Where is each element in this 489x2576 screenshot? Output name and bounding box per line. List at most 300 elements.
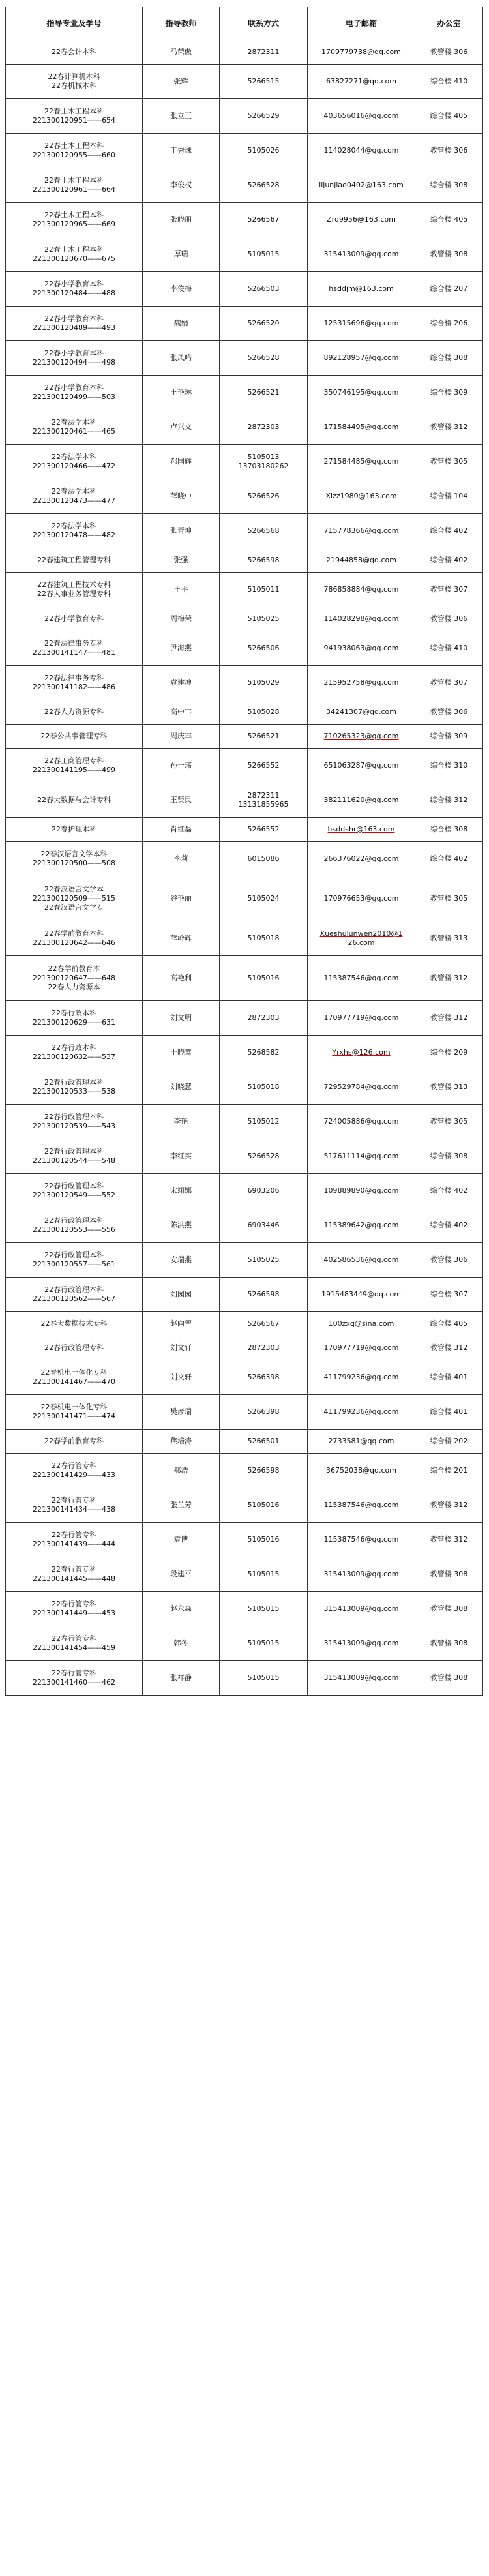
cell-teacher: 张凤鸣: [143, 341, 220, 376]
cell-email-line: 114028044@qq.com: [323, 146, 399, 155]
cell-phone: [220, 168, 308, 203]
cell-email: [308, 410, 415, 445]
cell-teacher: 安瑞燕: [143, 1243, 220, 1278]
header-teacher: 指导教师: [143, 7, 220, 40]
table-row: [6, 1454, 483, 1488]
cell-major: [6, 1661, 143, 1696]
table-row: [6, 307, 483, 341]
cell-phone-line: 5105025: [247, 1255, 280, 1264]
table-row: [6, 514, 483, 548]
cell-email: [308, 237, 415, 272]
table-row: [6, 479, 483, 514]
cell-phone-line: 5105026: [247, 146, 280, 155]
cell-major-line: 221300141182——486: [33, 683, 115, 691]
cell-phone: [220, 1174, 308, 1208]
cell-email-line: hsddshr@163.com: [327, 825, 395, 833]
cell-teacher: 卢兴文: [143, 410, 220, 445]
cell-email-line: 350746195@qq.com: [323, 388, 399, 397]
cell-major-line: 221300120539——543: [33, 1122, 115, 1130]
cell-major-line: 22春计算机本科: [48, 72, 100, 81]
table-row: [6, 272, 483, 307]
cell-email-line: 315413009@qq.com: [323, 1570, 399, 1578]
cell-email: [308, 479, 415, 514]
cell-email-line: 21944858@qq.com: [326, 556, 396, 564]
cell-office: 综合楼 401: [415, 1360, 483, 1395]
cell-phone-line: 5105015: [247, 1639, 280, 1647]
cell-phone: [220, 1488, 308, 1523]
cell-major: [6, 1174, 143, 1208]
table-row: [6, 1592, 483, 1626]
cell-email: [308, 725, 415, 749]
cell-major-line: 22春行政本科: [52, 1009, 96, 1017]
cell-office: 综合楼 401: [415, 1395, 483, 1430]
cell-email: [308, 99, 415, 134]
cell-phone-line: 5266598: [247, 1290, 280, 1298]
table-row: [6, 1208, 483, 1243]
cell-phone: [220, 307, 308, 341]
table-row: [6, 1105, 483, 1139]
cell-major: [6, 921, 143, 956]
header-phone: 联系方式: [220, 7, 308, 40]
cell-major-line: 221300141460——462: [33, 1678, 115, 1686]
cell-major-line: 221300120642——646: [33, 938, 115, 947]
cell-email-line: 315413009@qq.com: [323, 1604, 399, 1613]
cell-major: [6, 168, 143, 203]
table-row: [6, 842, 483, 876]
cell-email-line: Xueshulunwen2010@1: [319, 929, 403, 938]
table-row: [6, 1626, 483, 1661]
cell-teacher: 张强: [143, 548, 220, 573]
table-row: [6, 341, 483, 376]
cell-phone-line: 5268582: [247, 1048, 280, 1056]
table-row: [6, 1557, 483, 1592]
cell-email: [308, 307, 415, 341]
cell-phone-line: 5105015: [247, 1570, 280, 1578]
cell-email: [308, 956, 415, 1001]
cell-phone: [220, 445, 308, 479]
table-row: [6, 1001, 483, 1036]
cell-major: [6, 1001, 143, 1036]
cell-phone: [220, 1139, 308, 1174]
cell-major-line: 22春土木工程本科: [44, 211, 104, 219]
cell-office: 综合楼 410: [415, 65, 483, 99]
cell-phone-line: 13131855965: [238, 800, 289, 809]
cell-teacher: 于晓莺: [143, 1036, 220, 1070]
cell-major-line: 22春人力资源专科: [44, 708, 104, 716]
cell-major: [6, 1557, 143, 1592]
cell-email-line: 170976653@qq.com: [323, 894, 399, 903]
cell-teacher: 肖红磊: [143, 818, 220, 842]
table-row: [6, 749, 483, 783]
cell-major-line: 221300120500——508: [33, 859, 115, 867]
cell-major-line: 22春机电一体化专科: [40, 1403, 108, 1411]
cell-email: [308, 842, 415, 876]
table-row: [6, 65, 483, 99]
cell-major-line: 221300120478——482: [33, 531, 115, 539]
cell-office: 综合楼 307: [415, 1278, 483, 1312]
cell-major-line: 221300141439——444: [33, 1540, 115, 1548]
cell-office: 综合楼 206: [415, 307, 483, 341]
cell-teacher: 赵向留: [143, 1312, 220, 1336]
cell-major-line: 22春工商管理专科: [44, 756, 104, 765]
cell-major: [6, 237, 143, 272]
cell-major-line: 221300120955——660: [33, 151, 115, 159]
cell-office: 教管楼 312: [415, 1488, 483, 1523]
table-row: [6, 237, 483, 272]
cell-major: [6, 1395, 143, 1430]
cell-email-line: 1709779738@qq.com: [321, 48, 401, 56]
cell-phone: [220, 1395, 308, 1430]
cell-teacher: 张祥静: [143, 1661, 220, 1696]
cell-phone: [220, 700, 308, 725]
cell-major-line: 22春小学教育本科: [44, 349, 104, 357]
cell-office: 教管楼 308: [415, 1557, 483, 1592]
cell-email-line: 710265323@qq.com: [323, 732, 399, 740]
cell-major-line: 22春法学本科: [52, 487, 96, 496]
cell-email: [308, 1036, 415, 1070]
cell-phone: [220, 956, 308, 1001]
cell-phone-line: 2872311: [247, 48, 280, 56]
cell-teacher: 厚瑞: [143, 237, 220, 272]
table-row: [6, 725, 483, 749]
cell-major-line: 22春机电一体化专科: [40, 1368, 108, 1377]
cell-phone-line: 5105015: [247, 250, 280, 258]
cell-teacher: 高中丰: [143, 700, 220, 725]
cell-major-line: 22春土木工程本科: [44, 142, 104, 150]
cell-email: [308, 1070, 415, 1105]
cell-major-line: 22春行政管理本科: [44, 1182, 104, 1190]
table-row: [6, 1312, 483, 1336]
cell-teacher: 李艳: [143, 1105, 220, 1139]
cell-phone: [220, 40, 308, 65]
cell-email: [308, 1174, 415, 1208]
cell-email-line: 729529784@qq.com: [323, 1083, 399, 1091]
cell-email: [308, 1592, 415, 1626]
cell-email: [308, 1139, 415, 1174]
cell-office: 教管楼 308: [415, 237, 483, 272]
cell-phone: [220, 341, 308, 376]
cell-phone: [220, 783, 308, 818]
cell-email: [308, 40, 415, 65]
cell-major-line: 221300120489——493: [33, 323, 115, 332]
cell-phone: [220, 99, 308, 134]
table-row: [6, 1430, 483, 1454]
table-row: [6, 1336, 483, 1360]
cell-phone-line: 5266521: [247, 388, 280, 397]
cell-email-line: 411799236@qq.com: [323, 1373, 399, 1381]
cell-email: [308, 514, 415, 548]
cell-teacher: 李俊梅: [143, 272, 220, 307]
cell-email-line: 115387546@qq.com: [323, 974, 399, 982]
cell-phone-line: 2872303: [247, 423, 280, 431]
cell-major: [6, 700, 143, 725]
cell-email-line: 271584485@qq.com: [323, 457, 399, 466]
cell-phone: [220, 1105, 308, 1139]
cell-teacher: 樊彦瑞: [143, 1395, 220, 1430]
cell-teacher: 刘文轩: [143, 1360, 220, 1395]
cell-major-line: 221300120632——537: [33, 1053, 115, 1061]
cell-major-line: 22春法律事务专科: [44, 674, 104, 682]
cell-major-line: 22春护理本科: [52, 825, 96, 833]
cell-major-line: 22春土木工程本科: [44, 176, 104, 185]
cell-email: [308, 1523, 415, 1557]
cell-email-line: 651063287@qq.com: [323, 761, 399, 770]
cell-teacher: 李俊权: [143, 168, 220, 203]
cell-phone-line: 5266398: [247, 1373, 280, 1381]
cell-phone-line: 5266520: [247, 319, 280, 327]
cell-email: [308, 1336, 415, 1360]
cell-phone-line: 5266526: [247, 492, 280, 500]
cell-email: [308, 573, 415, 607]
cell-major: [6, 666, 143, 700]
cell-phone-line: 5105018: [247, 1083, 280, 1091]
cell-office: 教管楼 312: [415, 410, 483, 445]
cell-major-line: 221300141147——481: [33, 648, 115, 657]
cell-teacher: 孙一玮: [143, 749, 220, 783]
advisor-table-document: [5, 7, 482, 1696]
cell-major-line: 22春行管专科: [52, 1496, 96, 1505]
cell-office: 综合楼 402: [415, 514, 483, 548]
cell-major-line: 22春行政管理本科: [44, 1251, 104, 1259]
cell-email-line: 100zxq@sina.com: [328, 1319, 394, 1328]
cell-phone: [220, 514, 308, 548]
cell-office: 综合楼 201: [415, 1454, 483, 1488]
cell-phone: [220, 1070, 308, 1105]
cell-email: [308, 876, 415, 921]
cell-major-line: 22春土木工程本科: [44, 107, 104, 115]
cell-phone-line: 5266528: [247, 181, 280, 189]
table-row: [6, 573, 483, 607]
cell-major: [6, 1036, 143, 1070]
cell-email-line: 382111620@qq.com: [323, 796, 399, 804]
cell-phone-line: 5105015: [247, 1604, 280, 1613]
cell-major-line: 221300120533——538: [33, 1087, 115, 1096]
cell-email-line: Xlzz1980@163.com: [325, 492, 397, 500]
cell-major-line: 22春汉语言文学专: [44, 903, 104, 912]
cell-phone: [220, 1523, 308, 1557]
cell-email-line: Yrxhs@126.com: [332, 1048, 391, 1056]
cell-office: 综合楼 309: [415, 725, 483, 749]
cell-phone: [220, 1454, 308, 1488]
cell-phone-line: 5266567: [247, 1319, 280, 1328]
cell-teacher: 张晓朋: [143, 203, 220, 237]
header-office: 办公室: [415, 7, 483, 40]
cell-major-line: 22春建筑工程管理专科: [37, 556, 111, 564]
cell-email: [308, 1243, 415, 1278]
cell-teacher: 薛晓中: [143, 479, 220, 514]
cell-office: 教管楼 312: [415, 1523, 483, 1557]
cell-email-line: 411799236@qq.com: [323, 1407, 399, 1416]
cell-major: [6, 1243, 143, 1278]
cell-office: 教管楼 312: [415, 1336, 483, 1360]
cell-major-line: 221300141445——448: [33, 1574, 115, 1583]
cell-office: 综合楼 209: [415, 1036, 483, 1070]
table-row: [6, 168, 483, 203]
table-row: [6, 1070, 483, 1105]
cell-phone-line: 5266506: [247, 644, 280, 652]
table-row: [6, 1278, 483, 1312]
cell-major-line: 221300120951——654: [33, 116, 115, 125]
cell-email: [308, 921, 415, 956]
cell-phone-line: 5105011: [247, 585, 280, 593]
cell-phone: [220, 573, 308, 607]
cell-email-line: 114028298@qq.com: [323, 614, 399, 623]
cell-teacher: 郝国辉: [143, 445, 220, 479]
cell-office: 教管楼 313: [415, 1070, 483, 1105]
cell-phone-line: 5266521: [247, 732, 280, 740]
cell-email-line: 403656016@qq.com: [323, 112, 399, 120]
header-email: 电子邮箱: [308, 7, 415, 40]
cell-office: 教管楼 312: [415, 956, 483, 1001]
cell-office: 教管楼 308: [415, 1626, 483, 1661]
cell-phone: [220, 376, 308, 410]
cell-major-line: 221300120965——669: [33, 220, 115, 228]
table-row: [6, 1243, 483, 1278]
table-row: [6, 1174, 483, 1208]
cell-major-line: 221300141454——459: [33, 1643, 115, 1652]
cell-teacher: 袁博: [143, 1523, 220, 1557]
cell-email: [308, 548, 415, 573]
cell-major-line: 22春小学教育本科: [44, 314, 104, 323]
cell-major: [6, 410, 143, 445]
table-row: [6, 134, 483, 168]
table-row: [6, 956, 483, 1001]
cell-email-line: 171584495@qq.com: [323, 423, 399, 431]
cell-email-line: 402586536@qq.com: [323, 1255, 399, 1264]
cell-major: [6, 1454, 143, 1488]
cell-office: 教管楼 307: [415, 573, 483, 607]
cell-teacher: 高艳利: [143, 956, 220, 1001]
cell-office: 教管楼 308: [415, 1661, 483, 1696]
cell-email-line: 63827271@qq.com: [326, 77, 396, 85]
cell-phone-line: 5266529: [247, 112, 280, 120]
cell-office: 教管楼 306: [415, 607, 483, 631]
cell-email: [308, 341, 415, 376]
cell-phone: [220, 749, 308, 783]
cell-phone-line: 5105015: [247, 1673, 280, 1682]
cell-office: 教管楼 306: [415, 1243, 483, 1278]
cell-teacher: 张兰芳: [143, 1488, 220, 1523]
cell-phone: [220, 1001, 308, 1036]
cell-email: [308, 1557, 415, 1592]
cell-major-line: 22春行政管理本科: [44, 1285, 104, 1294]
cell-email: [308, 1661, 415, 1696]
cell-major-line: 221300120544——548: [33, 1156, 115, 1165]
cell-email-line: 36752038@qq.com: [326, 1466, 396, 1475]
cell-major-line: 22春人事业务管理专科: [37, 590, 111, 598]
cell-phone-line: 5266598: [247, 1466, 280, 1475]
cell-teacher: 张辉: [143, 65, 220, 99]
cell-email-line: 266376022@qq.com: [323, 854, 399, 863]
cell-teacher: 王平: [143, 573, 220, 607]
cell-office: 综合楼 402: [415, 548, 483, 573]
cell-teacher: 丁秀珠: [143, 134, 220, 168]
cell-office: 教管楼 306: [415, 134, 483, 168]
cell-office: 综合楼 207: [415, 272, 483, 307]
cell-phone: [220, 607, 308, 631]
cell-phone-line: 2872303: [247, 1013, 280, 1022]
cell-major: [6, 1139, 143, 1174]
cell-phone: [220, 203, 308, 237]
table-row: [6, 1036, 483, 1070]
cell-email-line: 125315696@qq.com: [323, 319, 399, 327]
cell-office: 综合楼 310: [415, 749, 483, 783]
cell-office: 综合楼 308: [415, 168, 483, 203]
cell-email: [308, 1001, 415, 1036]
cell-major: [6, 573, 143, 607]
cell-email: [308, 818, 415, 842]
cell-email-line: 315413009@qq.com: [323, 1639, 399, 1647]
cell-phone-line: 5266515: [247, 77, 280, 85]
cell-email-line: 170977719@qq.com: [323, 1343, 399, 1352]
cell-major: [6, 818, 143, 842]
cell-email-line: 941938063@qq.com: [323, 644, 399, 652]
cell-email: [308, 1488, 415, 1523]
header-row: [6, 7, 483, 40]
cell-major-line: 221300120961——664: [33, 185, 115, 194]
cell-major: [6, 631, 143, 666]
cell-teacher: 张立正: [143, 99, 220, 134]
cell-major-line: 22春学前教育专科: [44, 1437, 104, 1445]
cell-major-line: 221300120499——503: [33, 393, 115, 401]
cell-phone-line: 13703180262: [238, 462, 289, 470]
cell-email-line: lijunjiao0402@163.com: [319, 181, 404, 189]
cell-phone: [220, 631, 308, 666]
cell-teacher: 王贤民: [143, 783, 220, 818]
cell-email: [308, 1626, 415, 1661]
cell-email-line: 115389642@qq.com: [323, 1221, 399, 1229]
cell-major: [6, 272, 143, 307]
cell-phone: [220, 921, 308, 956]
cell-major: [6, 1278, 143, 1312]
table-row: [6, 876, 483, 921]
cell-email-line: 34241307@qq.com: [326, 708, 396, 716]
cell-major-line: 221300120670——675: [33, 254, 115, 263]
cell-teacher: 赵永淼: [143, 1592, 220, 1626]
cell-phone: [220, 1312, 308, 1336]
cell-major: [6, 40, 143, 65]
cell-major: [6, 307, 143, 341]
cell-major-line: 22春公共事管理专科: [40, 732, 108, 740]
table-row: [6, 548, 483, 573]
cell-major: [6, 956, 143, 1001]
cell-phone-line: 5105018: [247, 934, 280, 942]
cell-major: [6, 725, 143, 749]
cell-office: 综合楼 308: [415, 1139, 483, 1174]
cell-major-line: 22春行管专科: [52, 1600, 96, 1608]
cell-phone: [220, 1243, 308, 1278]
cell-major-line: 221300120549——552: [33, 1191, 115, 1199]
cell-email: [308, 168, 415, 203]
cell-major-line: 22春大数据技术专科: [40, 1319, 108, 1328]
cell-phone: [220, 272, 308, 307]
cell-teacher: 宋翊娜: [143, 1174, 220, 1208]
cell-office: 综合楼 104: [415, 479, 483, 514]
cell-email: [308, 607, 415, 631]
cell-office: 教管楼 305: [415, 876, 483, 921]
cell-major-line: 22春人力资源本: [48, 983, 100, 991]
cell-teacher: 薛岭辉: [143, 921, 220, 956]
cell-major: [6, 1592, 143, 1626]
table-row: [6, 700, 483, 725]
cell-major-line: 221300120509——515: [33, 894, 115, 903]
cell-major-line: 221300141449——453: [33, 1609, 115, 1617]
cell-major-line: 221300141471——474: [33, 1412, 115, 1420]
cell-office: 综合楼 405: [415, 99, 483, 134]
cell-office: 教管楼 305: [415, 445, 483, 479]
cell-teacher: 李红实: [143, 1139, 220, 1174]
cell-office: 综合楼 402: [415, 1208, 483, 1243]
